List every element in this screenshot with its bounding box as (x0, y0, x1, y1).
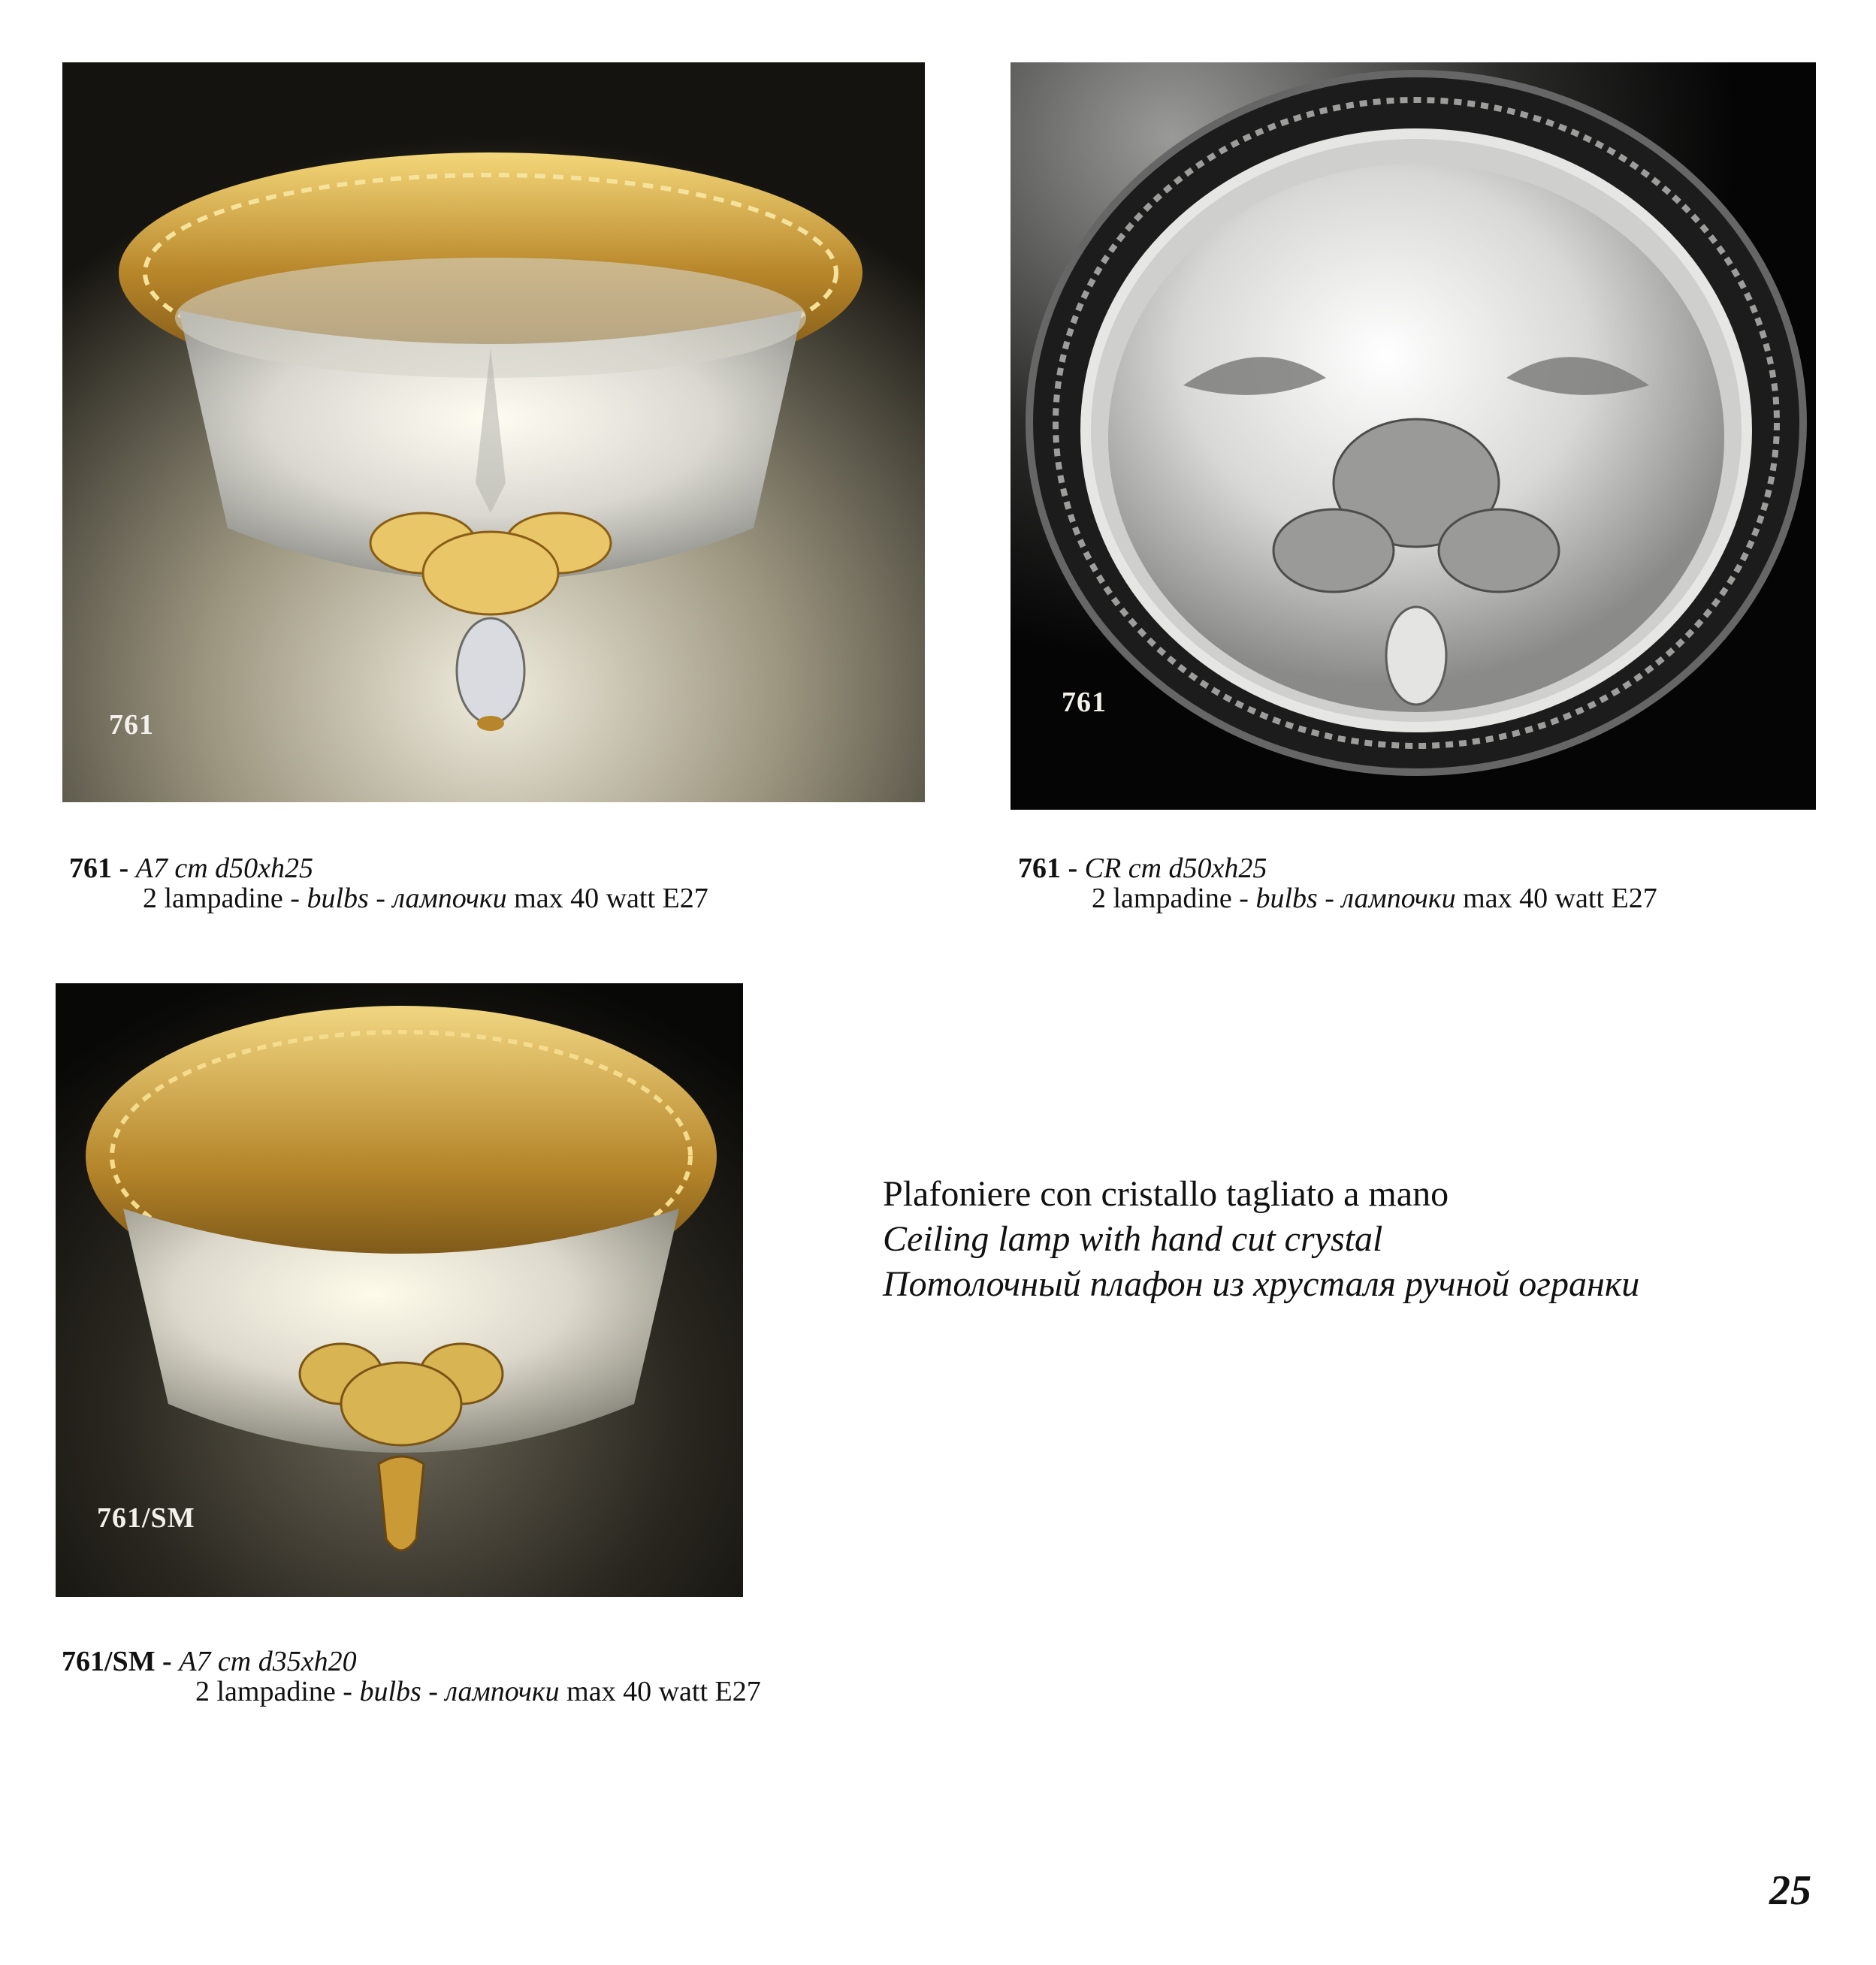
photo-label: 761 (1062, 687, 1107, 718)
bulbs-english: bulbs (359, 1676, 421, 1707)
bulbs-separator: - (376, 883, 385, 914)
bulb-info (1092, 884, 1657, 913)
photo-label: 761/SM (97, 1502, 195, 1534)
bulbs-separator: - (428, 1676, 438, 1707)
product-spec: A7 cm d50xh25 (135, 853, 314, 884)
bulbs-power: max 40 watt E27 (1463, 883, 1657, 914)
bulbs-english: bulbs (307, 883, 369, 914)
bulbs-power: max 40 watt E27 (566, 1676, 761, 1707)
description-russian: Потолочный плафон из хрусталя ручной огранки (883, 1264, 1640, 1304)
product-photo-761-sm (56, 983, 743, 1597)
product-code: 761 - (69, 853, 129, 884)
product-photo-761-silver (1011, 62, 1816, 810)
bulbs-russian: лампочки (445, 1676, 560, 1707)
bulbs-italian: 2 lampadine - (195, 1676, 352, 1707)
bulbs-separator: - (1325, 883, 1334, 914)
product-photo-761-gold (62, 62, 925, 802)
description-english: Ceiling lamp with hand cut crystal (883, 1219, 1383, 1259)
bulb-info (195, 1677, 761, 1706)
product-description (883, 1172, 1639, 1307)
product-caption-761-cr (1018, 853, 1657, 914)
description-italian: Plafoniere con cristallo tagliato a mano (883, 1174, 1449, 1214)
bulbs-english: bulbs (1255, 883, 1318, 914)
product-caption-761-a7 (69, 853, 708, 914)
product-code: 761/SM - (62, 1646, 172, 1677)
bulbs-russian: лампочки (1341, 883, 1456, 914)
ceiling-lamp-gold-image (62, 62, 925, 802)
bulbs-italian: 2 lampadine - (1092, 883, 1249, 914)
product-caption-761-sm (62, 1646, 761, 1707)
product-code: 761 - (1018, 853, 1078, 884)
ceiling-lamp-silver-image (1011, 62, 1816, 810)
product-spec: CR cm d50xh25 (1084, 853, 1267, 884)
bulbs-power: max 40 watt E27 (514, 883, 708, 914)
page-number: 25 (1769, 1867, 1811, 1914)
photo-label: 761 (109, 709, 154, 741)
product-spec: A7 cm d35xh20 (179, 1646, 357, 1677)
bulb-info (143, 884, 708, 913)
bulbs-russian: лампочки (392, 883, 507, 914)
bulbs-italian: 2 lampadine - (143, 883, 300, 914)
